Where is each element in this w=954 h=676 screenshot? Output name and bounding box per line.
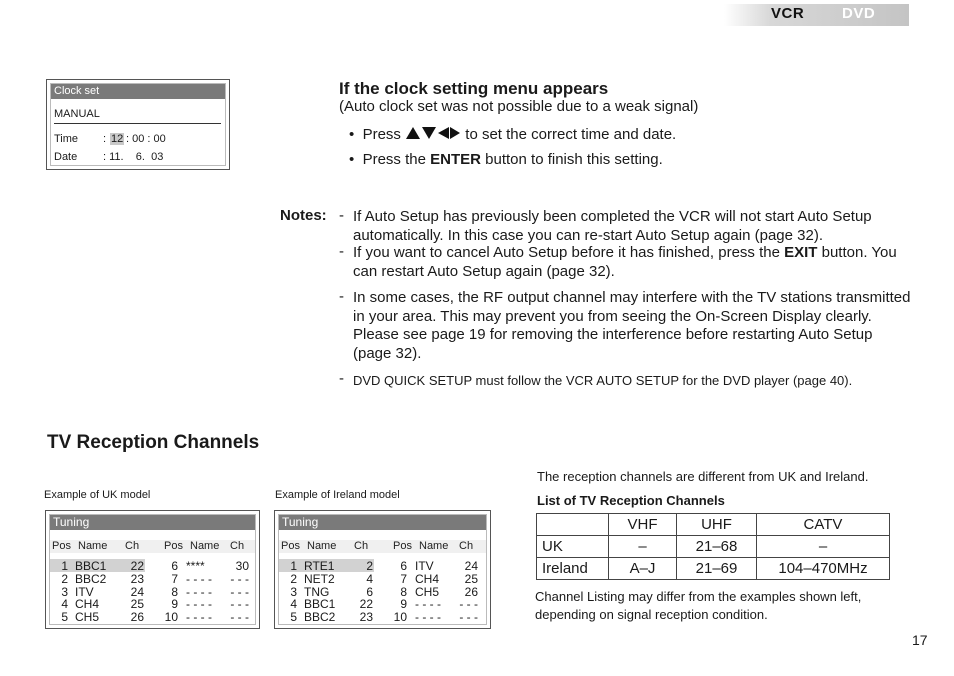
tuning-channel: 4 xyxy=(366,571,373,586)
note-3: In some cases, the RF output channel may interfere with the TV stations transmitted in your area. This may prevent you from seeing the On-Screen Display clearly. Please see page 19 for removing the interference before restarting Auto Setup (page 32). xyxy=(353,289,911,362)
ireland-tuning-panel xyxy=(274,510,491,629)
tuning-title: Tuning xyxy=(50,515,255,530)
table-cell: UK xyxy=(537,536,609,558)
notes-label: Notes: xyxy=(280,207,327,224)
tuning-column-header: Pos xyxy=(52,540,71,552)
tuning-channel: 23 xyxy=(130,571,144,586)
tuning-channel: 26 xyxy=(130,610,144,625)
tuning-title: Tuning xyxy=(279,515,486,530)
note-1: If Auto Setup has previously been completed the VCR will not start Auto Setup automatically. In this case you can re-start Auto Setup again (page 32). xyxy=(353,208,872,244)
tuning-column-header: Ch xyxy=(230,540,245,552)
tuning-pos: 2 xyxy=(290,571,297,586)
tuning-name: BBC2 xyxy=(304,610,336,625)
channel-table-row xyxy=(537,558,890,580)
table-cell: 21–69 xyxy=(677,558,757,580)
tuning-channel: 23 xyxy=(359,610,373,625)
table-cell: Ireland xyxy=(537,558,609,580)
tuning-channel: 26 xyxy=(464,584,478,599)
channel-table xyxy=(536,513,890,580)
bullet2-prefix: Press the xyxy=(362,151,426,168)
tuning-name: TNG xyxy=(304,584,330,599)
tuning-channel: 30 xyxy=(235,559,249,573)
table-cell: 21–68 xyxy=(677,536,757,558)
tuning-column-header: Pos xyxy=(281,540,300,552)
tuning-pos: 5 xyxy=(290,610,297,625)
tuning-pos: 6 xyxy=(400,559,407,573)
table-cell: – xyxy=(609,536,677,558)
tuning-name: BBC2 xyxy=(75,571,107,586)
tuning-name: CH4 xyxy=(75,597,100,612)
time-rest: : 00 : 00 xyxy=(126,133,166,145)
tuning-channel: 2 xyxy=(366,559,373,573)
clock-section-subheading: (Auto clock set was not possible due to a weak signal) xyxy=(339,98,699,115)
tuning-name: CH4 xyxy=(415,571,440,586)
tuning-channel: - - - xyxy=(459,597,478,612)
note2-prefix: If you want to cancel Auto Setup before it has finished, press the xyxy=(353,244,780,261)
tuning-column-header: Ch xyxy=(354,540,369,552)
tuning-channel: - - - xyxy=(230,584,249,599)
tuning-name: - - - - xyxy=(186,571,212,586)
tuning-channel: 24 xyxy=(464,559,478,573)
tuning-channel: - - - xyxy=(459,610,478,625)
tuning-name: - - - - xyxy=(415,597,441,612)
note-dash: - xyxy=(339,370,344,387)
clock-section-heading: If the clock setting menu appears xyxy=(339,79,609,98)
tuning-pos: 9 xyxy=(400,597,407,612)
tuning-name: NET2 xyxy=(304,571,335,586)
tuning-pos: 7 xyxy=(400,571,407,586)
tuning-pos: 4 xyxy=(290,597,297,612)
tuning-name: **** xyxy=(186,559,205,573)
tuning-name: RTE1 xyxy=(304,559,335,573)
note-dash: - xyxy=(339,207,344,224)
tuning-name: CH5 xyxy=(75,610,100,625)
time-sep: : xyxy=(103,133,107,145)
ireland-caption: Example of Ireland model xyxy=(275,489,400,501)
clock-set-panel xyxy=(46,79,230,170)
tuning-name: ITV xyxy=(415,559,434,573)
tuning-column-header: Name xyxy=(419,540,449,552)
tuning-pos: 4 xyxy=(61,597,68,612)
tuning-name: - - - - xyxy=(186,610,212,625)
tuning-channel: - - - xyxy=(230,571,249,586)
list-title: List of TV Reception Channels xyxy=(537,493,725,508)
header-cell: VHF xyxy=(609,514,677,536)
tuning-pos: 1 xyxy=(290,559,297,573)
tuning-name: - - - - xyxy=(415,610,441,625)
header-cell: CATV xyxy=(757,514,890,536)
note-dash: - xyxy=(339,243,344,260)
note-4: DVD QUICK SETUP must follow the VCR AUTO SETUP for the DVD player (page 40). xyxy=(353,373,853,388)
tuning-pos: 8 xyxy=(400,584,407,599)
tuning-column-header: Ch xyxy=(459,540,474,552)
tuning-channel: - - - xyxy=(230,597,249,612)
clock-mode: MANUAL xyxy=(54,108,100,120)
header-cell xyxy=(537,514,609,536)
tuning-channel: 25 xyxy=(464,571,478,586)
note2-suffix: button. You can restart Auto Setup again (page 32). xyxy=(353,244,897,280)
tuning-pos: 10 xyxy=(393,610,407,625)
tuning-pos: 8 xyxy=(171,584,178,599)
bullet-press-arrows xyxy=(349,126,676,143)
date-value: : 11. 6. 03 xyxy=(103,151,164,163)
note-2 xyxy=(353,244,913,281)
bullet1-suffix: to set the correct time and date. xyxy=(465,126,677,143)
channel-table-row xyxy=(537,536,890,558)
tuning-column-header: Name xyxy=(190,540,220,552)
arrow-keys-icon xyxy=(405,126,461,140)
tuning-pos: 3 xyxy=(61,584,68,599)
uk-tuning-panel xyxy=(45,510,260,629)
tuning-column-header: Pos xyxy=(164,540,183,552)
tuning-channel: - - - xyxy=(230,610,249,625)
tuning-name: CH5 xyxy=(415,584,440,599)
tuning-pos: 3 xyxy=(290,584,297,599)
tuning-name: ITV xyxy=(75,584,94,599)
exit-key-label: EXIT xyxy=(784,244,818,261)
clock-panel-title: Clock set xyxy=(51,84,225,99)
enter-key-label: ENTER xyxy=(430,151,481,168)
tuning-name: - - - - xyxy=(186,597,212,612)
note-dash: - xyxy=(339,288,344,305)
channel-footnote: Channel Listing may differ from the examples shown left, depending on signal reception condition. xyxy=(535,589,862,622)
table-cell: – xyxy=(757,536,890,558)
tuning-pos: 5 xyxy=(61,610,68,625)
clock-divider xyxy=(54,123,221,124)
tuning-column-header: Name xyxy=(78,540,108,552)
bullet-press-enter xyxy=(349,151,663,168)
tuning-column-header: Name xyxy=(307,540,337,552)
tuning-channel: 25 xyxy=(130,597,144,612)
tuning-pos: 10 xyxy=(164,610,178,625)
table-cell: 104–470MHz xyxy=(757,558,890,580)
tuning-name: BBC1 xyxy=(75,559,107,573)
tuning-channel: 22 xyxy=(359,597,373,612)
bullet2-suffix: button to finish this setting. xyxy=(485,151,663,168)
mode-tab-bar xyxy=(724,4,909,26)
tuning-name: BBC1 xyxy=(304,597,336,612)
time-hour-field: 12 xyxy=(111,133,124,145)
uk-caption: Example of UK model xyxy=(44,489,151,501)
tuning-channel: 22 xyxy=(130,559,144,573)
channel-table-header xyxy=(537,514,890,536)
tuning-name: - - - - xyxy=(186,584,212,599)
tuning-pos: 1 xyxy=(61,559,68,573)
bullet1-prefix: Press xyxy=(362,126,401,143)
tuning-pos: 2 xyxy=(61,571,68,586)
tuning-pos: 7 xyxy=(171,571,178,586)
time-label: Time xyxy=(54,133,79,145)
bullet-dot: • xyxy=(349,151,363,168)
tab-dvd: DVD xyxy=(842,5,876,22)
tv-reception-title: TV Reception Channels xyxy=(47,432,260,453)
header-cell: UHF xyxy=(677,514,757,536)
tuning-column-header: Pos xyxy=(393,540,412,552)
date-label: Date xyxy=(54,151,78,163)
table-cell: A–J xyxy=(609,558,677,580)
tuning-pos: 9 xyxy=(171,597,178,612)
tuning-channel: 6 xyxy=(366,584,373,599)
tuning-pos: 6 xyxy=(171,559,178,573)
tab-vcr: VCR xyxy=(771,5,805,22)
reception-intro: The reception channels are different from UK and Ireland. xyxy=(537,469,869,484)
tuning-column-header: Ch xyxy=(125,540,140,552)
bullet-dot: • xyxy=(349,126,363,143)
page-number: 17 xyxy=(912,632,928,648)
tuning-channel: 24 xyxy=(130,584,144,599)
